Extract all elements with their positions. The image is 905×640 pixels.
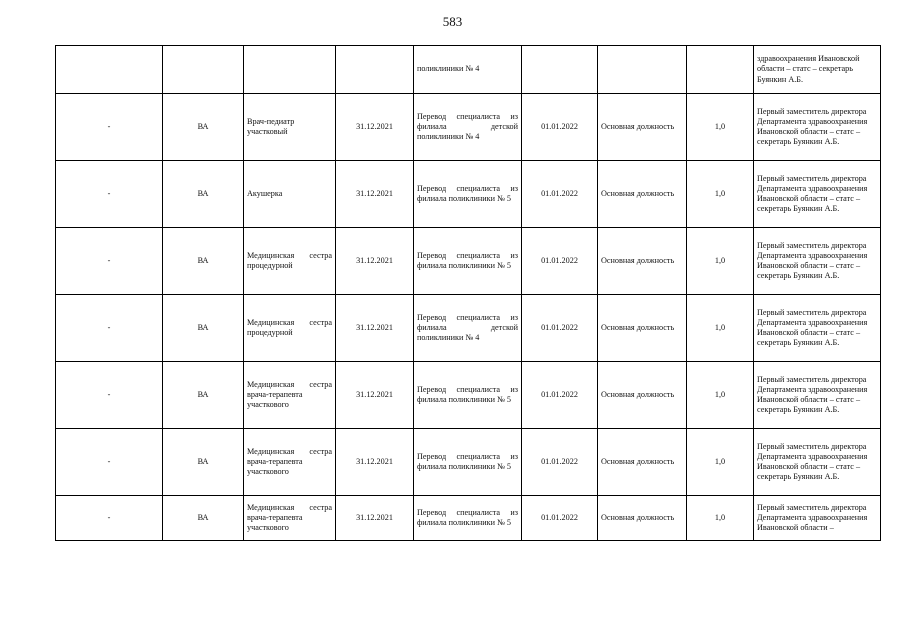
cell-start: 01.01.2022 <box>522 94 598 161</box>
cell-code: ВА <box>163 362 244 429</box>
cell-position: Медицинская сестра процедурной <box>244 228 336 295</box>
cell-approver: Первый заместитель директора Департамента здравоохранения Ивановской области – статс – секретарь Буянкин А.Б. <box>754 94 881 161</box>
cell-code: ВА <box>163 295 244 362</box>
table-row <box>56 429 881 496</box>
cell-date: 31.12.2021 <box>336 496 414 541</box>
table-row <box>56 496 881 541</box>
cell-transfer: Перевод специалиста из филиала поликлиники № 5 <box>414 161 522 228</box>
cell-rate: 1,0 <box>687 161 754 228</box>
cell-type: Основная должность <box>598 429 687 496</box>
cell-code: ВА <box>163 228 244 295</box>
cell-transfer: поликлиники № 4 <box>414 46 522 94</box>
cell-code: ВА <box>163 429 244 496</box>
cell-approver: Первый заместитель директора Департамента здравоохранения Ивановской области – статс – секретарь Буянкин А.Б. <box>754 228 881 295</box>
cell-date: 31.12.2021 <box>336 161 414 228</box>
cell-position: Акушерка <box>244 161 336 228</box>
table-row <box>56 295 881 362</box>
cell-start: 01.01.2022 <box>522 362 598 429</box>
cell-type: Основная должность <box>598 295 687 362</box>
cell-start: 01.01.2022 <box>522 496 598 541</box>
cell-dash: - <box>56 496 163 541</box>
cell-transfer: Перевод специалиста из филиала поликлиники № 5 <box>414 429 522 496</box>
cell-type: Основная должность <box>598 496 687 541</box>
cell-transfer: Перевод специалиста из филиала поликлиники № 5 <box>414 362 522 429</box>
table-row <box>56 362 881 429</box>
cell-rate: 1,0 <box>687 496 754 541</box>
table-row <box>56 94 881 161</box>
cell-type: Основная должность <box>598 161 687 228</box>
cell-rate: 1,0 <box>687 362 754 429</box>
cell-transfer: Перевод специалиста из филиала детской поликлиники № 4 <box>414 94 522 161</box>
cell-dash <box>56 46 163 94</box>
cell-start: 01.01.2022 <box>522 161 598 228</box>
cell-date: 31.12.2021 <box>336 362 414 429</box>
cell-rate: 1,0 <box>687 228 754 295</box>
cell-start: 01.01.2022 <box>522 228 598 295</box>
cell-start: 01.01.2022 <box>522 429 598 496</box>
cell-rate: 1,0 <box>687 94 754 161</box>
cell-position <box>244 46 336 94</box>
cell-approver: Первый заместитель директора Департамента здравоохранения Ивановской области – статс – секретарь Буянкин А.Б. <box>754 429 881 496</box>
staffing-table <box>55 45 881 541</box>
cell-rate: 1,0 <box>687 429 754 496</box>
cell-approver: Первый заместитель директора Департамента здравоохранения Ивановской области – статс – секретарь Буянкин А.Б. <box>754 362 881 429</box>
cell-approver: здравоохранения Ивановской области – статс – секретарь Буянкин А.Б. <box>754 46 881 94</box>
cell-transfer: Перевод специалиста из филиала поликлиники № 5 <box>414 496 522 541</box>
cell-date: 31.12.2021 <box>336 94 414 161</box>
cell-code: ВА <box>163 94 244 161</box>
cell-position: Врач-педиатр участковый <box>244 94 336 161</box>
cell-date: 31.12.2021 <box>336 295 414 362</box>
cell-code <box>163 46 244 94</box>
page-number: 583 <box>442 14 463 29</box>
cell-start <box>522 46 598 94</box>
cell-date: 31.12.2021 <box>336 228 414 295</box>
cell-transfer: Перевод специалиста из филиала детской поликлиники № 4 <box>414 295 522 362</box>
cell-position: Медицинская сестра процедурной <box>244 295 336 362</box>
cell-approver: Первый заместитель директора Департамента здравоохранения Ивановской области – статс – секретарь Буянкин А.Б. <box>754 295 881 362</box>
cell-start: 01.01.2022 <box>522 295 598 362</box>
table-row-continuation <box>56 46 881 94</box>
cell-dash: - <box>56 94 163 161</box>
cell-dash: - <box>56 295 163 362</box>
cell-code: ВА <box>163 161 244 228</box>
cell-date: 31.12.2021 <box>336 429 414 496</box>
cell-rate <box>687 46 754 94</box>
cell-rate: 1,0 <box>687 295 754 362</box>
cell-dash: - <box>56 429 163 496</box>
cell-approver: Первый заместитель директора Департамента здравоохранения Ивановской области – <box>754 496 881 541</box>
cell-position: Медицинская сестра врача-терапевта участкового <box>244 496 336 541</box>
cell-code: ВА <box>163 496 244 541</box>
cell-dash: - <box>56 161 163 228</box>
table-row <box>56 228 881 295</box>
table-row <box>56 161 881 228</box>
cell-type <box>598 46 687 94</box>
cell-dash: - <box>56 362 163 429</box>
cell-type: Основная должность <box>598 362 687 429</box>
cell-dash: - <box>56 228 163 295</box>
cell-approver: Первый заместитель директора Департамента здравоохранения Ивановской области – статс – секретарь Буянкин А.Б. <box>754 161 881 228</box>
cell-date <box>336 46 414 94</box>
cell-position: Медицинская сестра врача-терапевта участкового <box>244 362 336 429</box>
cell-type: Основная должность <box>598 94 687 161</box>
cell-type: Основная должность <box>598 228 687 295</box>
cell-transfer: Перевод специалиста из филиала поликлиники № 5 <box>414 228 522 295</box>
cell-position: Медицинская сестра врача-терапевта участкового <box>244 429 336 496</box>
